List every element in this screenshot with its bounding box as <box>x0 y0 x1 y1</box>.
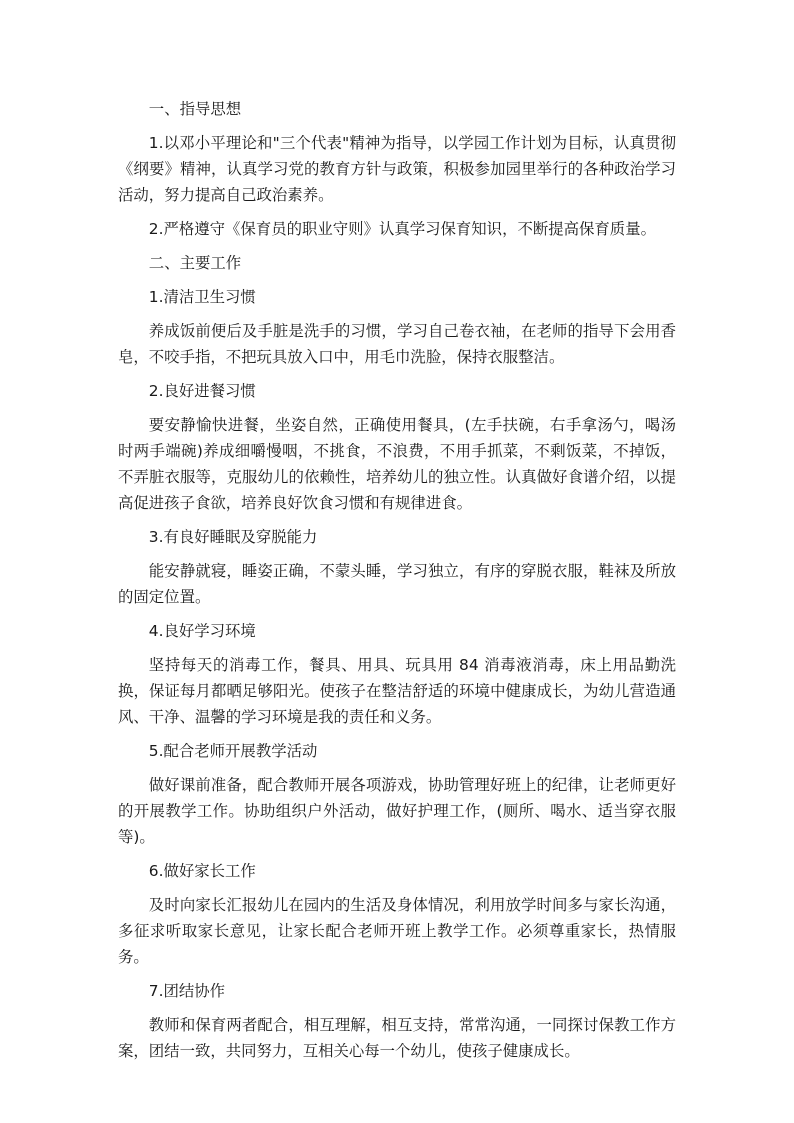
paragraph-guiding-1: 1.以邓小平理论和"三个代表"精神为指导，以学园工作计划为目标，认真贯彻《纲要》精神，认真学习党的教育方针与政策，积极参加园里举行的各种政治学习活动，努力提高自己政治素养。 <box>118 134 676 204</box>
section-heading-main-work: 二、主要工作 <box>148 254 242 272</box>
subheading-teamwork: 7.团结协作 <box>148 982 226 1000</box>
subheading-sleep: 3.有良好睡眠及穿脱能力 <box>148 528 318 546</box>
subheading-teaching: 5.配合老师开展教学活动 <box>148 742 318 760</box>
subheading-eating: 2.良好进餐习惯 <box>148 382 256 400</box>
document-body <box>118 96 676 1064</box>
paragraph-sleep: 能安静就寝，睡姿正确，不蒙头睡，学习独立，有序的穿脱衣服，鞋袜及所放的固定位置。 <box>118 562 676 606</box>
paragraph-parents: 及时向家长汇报幼儿在园内的生活及身体情况，利用放学时间多与家长沟通，多征求听取家长意见，让家长配合老师开班上教学工作。必须尊重家长，热情服务。 <box>118 896 676 966</box>
paragraph-teaching: 做好课前准备，配合教师开展各项游戏，协助管理好班上的纪律，让老师更好的开展教学工作。协助组织户外活动，做好护理工作，(厕所、喝水、适当穿衣服等)。 <box>118 776 676 846</box>
section-heading-guiding-thought: 一、指导思想 <box>148 100 242 118</box>
paragraph-teamwork: 教师和保育两者配合，相互理解，相互支持，常常沟通，一同探讨保教工作方案，团结一致，共同努力，互相关心每一个幼儿，使孩子健康成长。 <box>118 1016 676 1060</box>
subheading-hygiene: 1.清洁卫生习惯 <box>148 288 256 306</box>
paragraph-environment: 坚持每天的消毒工作，餐具、用具、玩具用 84 消毒液消毒，床上用品勤洗换，保证每月都晒足够阳光。使孩子在整洁舒适的环境中健康成长，为幼儿营造通风、干净、温馨的学习环境是我的责任和义务。 <box>118 656 676 726</box>
paragraph-eating: 要安静愉快进餐，坐姿自然，正确使用餐具，(左手扶碗，右手拿汤勺，喝汤时两手端碗)养成细嚼慢咽，不挑食，不浪费，不用手抓菜，不剩饭菜，不掉饭，不弄脏衣服等，克服幼儿的依赖性，培养幼儿的独立性。认真做好食谱介绍，以提高促进孩子食欲，培养良好饮食习惯和有规律进食。 <box>118 416 676 512</box>
subheading-parents: 6.做好家长工作 <box>148 862 256 880</box>
subheading-environment: 4.良好学习环境 <box>148 622 256 640</box>
paragraph-guiding-2: 2.严格遵守《保育员的职业守则》认真学习保育知识，不断提高保育质量。 <box>148 220 656 238</box>
paragraph-hygiene: 养成饭前便后及手脏是洗手的习惯，学习自己卷衣袖，在老师的指导下会用香皂，不咬手指，不把玩具放入口中，用毛巾洗脸，保持衣服整洁。 <box>118 322 676 366</box>
